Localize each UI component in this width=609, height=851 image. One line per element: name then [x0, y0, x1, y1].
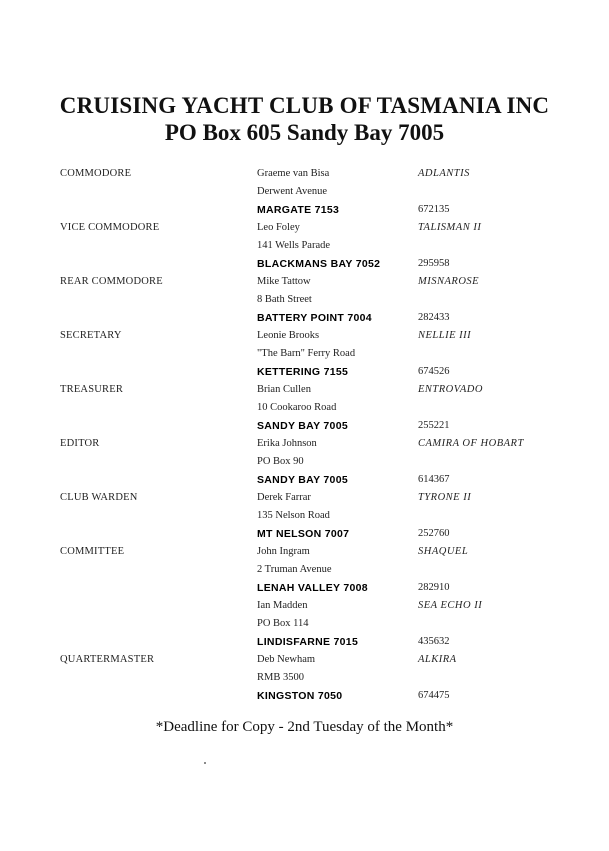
officer-phone: 674526 [418, 366, 450, 377]
role-vice-commodore: VICE COMMODORE [60, 222, 160, 233]
officer-name: Leo Foley [257, 222, 300, 233]
committee-member-name: John Ingram [257, 546, 310, 557]
officer-name: Leonie Brooks [257, 330, 320, 341]
boat-name: TYRONE II [418, 492, 472, 503]
club-address: PO Box 605 Sandy Bay 7005 [164, 120, 445, 145]
officer-town: MARGATE 7153 [257, 204, 340, 216]
officer-phone: 252760 [418, 528, 450, 539]
role-club-warden: CLUB WARDEN [60, 492, 138, 503]
club-title: CRUISING YACHT CLUB OF TASMANIA INC [59, 93, 550, 118]
officer-town: SANDY BAY 7005 [257, 474, 348, 486]
officer-town: BATTERY POINT 7004 [257, 312, 372, 324]
boat-name: NELLIE III [418, 330, 472, 341]
committee-member-street: 2 Truman Avenue [257, 564, 332, 575]
officer-name: Graeme van Bisa [257, 168, 330, 179]
role-secretary: SECRETARY [60, 330, 122, 341]
role-treasurer: TREASURER [60, 384, 124, 395]
officer-town: SANDY BAY 7005 [257, 420, 348, 432]
officer-town: KETTERING 7155 [257, 366, 349, 378]
officer-phone: 614367 [418, 474, 450, 485]
officer-street: 141 Wells Parade [257, 240, 331, 251]
officer-street: "The Barn" Ferry Road [257, 348, 356, 359]
boat-name: ENTROVADO [418, 384, 483, 395]
committee-member-town: LENAH VALLEY 7008 [257, 582, 368, 594]
committee-member-phone: 282910 [418, 582, 450, 593]
officer-phone: 672135 [418, 204, 450, 215]
boat-name: SEA ECHO II [418, 600, 483, 611]
copy-deadline-note: *Deadline for Copy - 2nd Tuesday of the Month* [155, 719, 454, 735]
officer-name: Derek Farrar [257, 492, 311, 503]
scan-speck [204, 762, 206, 764]
committee-member-phone: 435632 [418, 636, 450, 647]
officer-phone: 674475 [418, 690, 450, 701]
officer-roster [0, 165, 609, 705]
role-editor: EDITOR [60, 438, 100, 449]
role-commodore: COMMODORE [60, 168, 132, 179]
officer-street: 8 Bath Street [257, 294, 312, 305]
officer-town: BLACKMANS BAY 7052 [257, 258, 381, 270]
committee-member-name: Ian Madden [257, 600, 308, 611]
officer-name: Erika Johnson [257, 438, 317, 449]
officer-phone: 282433 [418, 312, 450, 323]
officer-name: Brian Cullen [257, 384, 311, 395]
boat-name: ADLANTIS [418, 168, 470, 179]
officer-phone: 255221 [418, 420, 450, 431]
boat-name: TALISMAN II [418, 222, 482, 233]
committee-member-street: PO Box 114 [257, 618, 309, 629]
boat-name: MISNAROSE [418, 276, 480, 287]
role-rear-commodore: REAR COMMODORE [60, 276, 163, 287]
officer-street: 135 Nelson Road [257, 510, 330, 521]
officer-street: 10 Cookaroo Road [257, 402, 337, 413]
boat-name: SHAQUEL [418, 546, 469, 557]
officer-street: Derwent Avenue [257, 186, 328, 197]
officer-street: RMB 3500 [257, 672, 304, 683]
boat-name: CAMIRA OF HOBART [418, 438, 524, 449]
role-quartermaster: QUARTERMASTER [60, 654, 155, 665]
officer-street: PO Box 90 [257, 456, 304, 467]
officer-town: MT NELSON 7007 [257, 528, 350, 540]
role-committee: COMMITTEE [60, 546, 125, 557]
officer-name: Deb Newham [257, 654, 316, 665]
officer-town: KINGSTON 7050 [257, 690, 343, 702]
officer-name: Mike Tattow [257, 276, 311, 287]
boat-name: ALKIRA [418, 654, 457, 665]
committee-member-town: LINDISFARNE 7015 [257, 636, 359, 648]
officer-phone: 295958 [418, 258, 450, 269]
letterhead [0, 92, 609, 146]
